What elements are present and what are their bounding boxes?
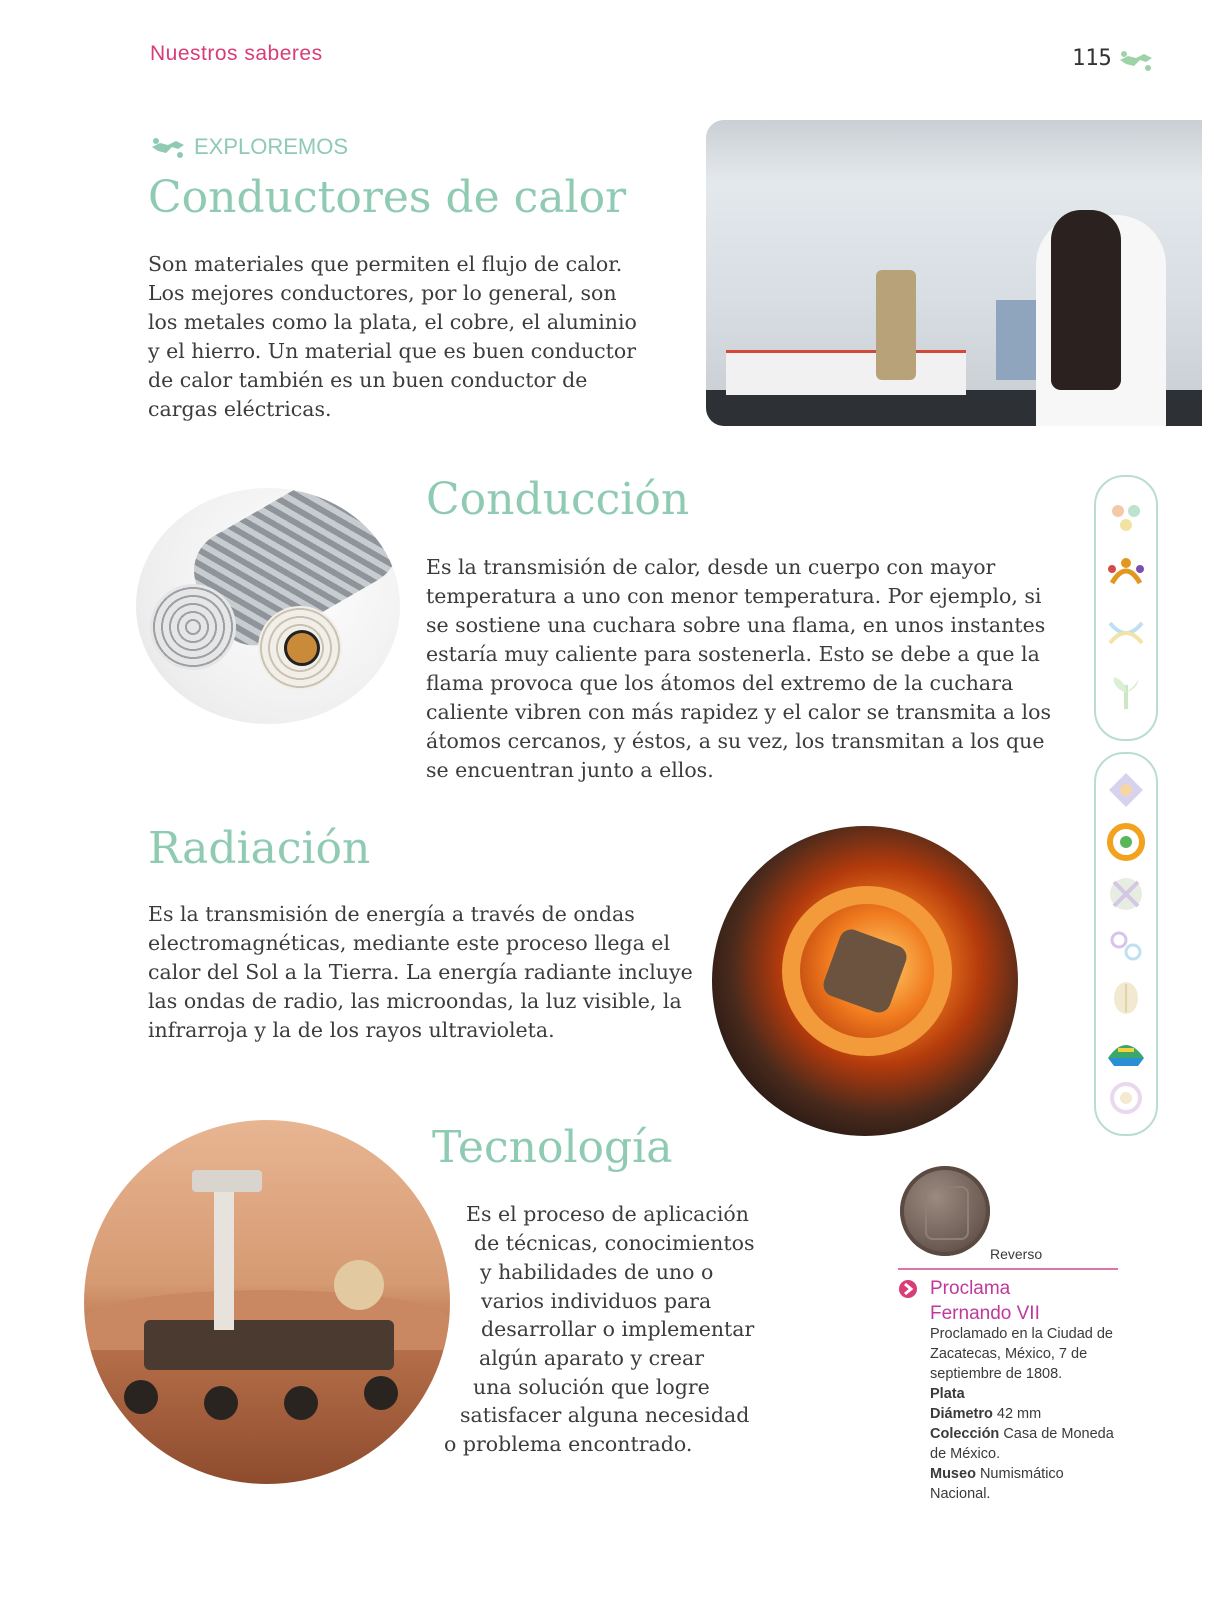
coin-title-line2: Fernando VII <box>930 1303 1040 1324</box>
mars-rover-photo <box>84 1120 450 1484</box>
radiacion-body: Es la transmisión de energía a través de ondas electromagnéticas, mediante este proceso llega el calor del Sol a la Tierra. La energía radiante incluye las ondas de radio, las microondas, la luz visible, la infrarroja y la de los rayos ultravioleta. <box>148 902 693 1042</box>
sidebar-icon-panel-bottom <box>1094 752 1158 1136</box>
lizard-icon <box>150 135 186 159</box>
diamond-icon <box>1104 768 1148 812</box>
coin-divider <box>898 1268 1118 1270</box>
section-title-conduccion: Conducción <box>426 474 690 525</box>
plant-icon <box>1104 669 1148 713</box>
coin-museum-label: Museo <box>930 1466 976 1482</box>
coin-description: Proclamado en la Ciudad de Zacatecas, México, 7 de septiembre de 1808. <box>930 1326 1113 1382</box>
explore-text: EXPLOREMOS <box>194 134 349 159</box>
tecnologia-line: varios individuos para <box>481 1289 712 1313</box>
tecnologia-line: o problema encontrado. <box>444 1432 693 1456</box>
section-header: Nuestros saberes <box>150 42 323 65</box>
coin-diameter-value: 42 mm <box>996 1406 1042 1422</box>
tecnologia-line: algún aparato y crear <box>479 1346 705 1370</box>
laboratory-photo <box>706 120 1202 426</box>
section-title-conductores: Conductores de calor <box>148 172 627 223</box>
coin-diameter-label: Diámetro <box>930 1406 993 1422</box>
coin-details <box>930 1324 1126 1504</box>
coin-museum-value: Numismático Nacional. <box>930 1466 1064 1502</box>
wave-icon <box>1104 611 1148 655</box>
tecnologia-line: y habilidades de uno o <box>480 1260 714 1284</box>
flower-icon <box>1104 497 1148 541</box>
coin-material: Plata <box>930 1386 965 1402</box>
coin-collection-value: Casa de Moneda de México. <box>930 1426 1114 1462</box>
target-icon <box>1104 820 1148 864</box>
circles-icon <box>1104 924 1148 968</box>
coin-side-label: Reverso <box>990 1246 1043 1262</box>
sidebar-icon-panel-top <box>1094 475 1158 741</box>
coin-collection-label: Colección <box>930 1426 1000 1442</box>
section-title-tecnologia: Tecnología <box>432 1122 673 1173</box>
dancer-icon <box>1104 553 1148 597</box>
ring-icon <box>1104 1076 1148 1120</box>
leaf-icon <box>1104 976 1148 1020</box>
tecnologia-line: una solución que logre <box>473 1375 710 1399</box>
cable-cross-section-photo <box>136 488 400 724</box>
explore-label <box>150 134 348 160</box>
star-icon <box>1104 872 1148 916</box>
tecnologia-line: Es el proceso de aplicación <box>466 1202 749 1226</box>
coin-photo <box>900 1166 990 1256</box>
conductores-body: Son materiales que permiten el flujo de calor. Los mejores conductores, por lo general, son los metales como la plata, el cobre, el aluminio y el hierro. Un material que es buen conductor de calor también es un buen conductor de cargas eléctricas. <box>148 252 637 421</box>
conduccion-body: Es la transmisión de calor, desde un cuerpo con mayor temperatura a uno con menor temperatura. Por ejemplo, si se sostiene una cuchara sobre una flama, en unos instantes estaría muy caliente para sostenerla. Esto se debe a que la flama provoca que los átomos del extremo de la cuchara caliente vibren con más rapidez y el calor se transmita a los átomos cercanos, y éstos, a su vez, los transmitan a los que se encuentran junto a ellos. <box>426 555 1051 782</box>
coin-title-line1: Proclama <box>930 1278 1011 1299</box>
heating-coil-photo <box>712 826 1018 1136</box>
tecnologia-line: de técnicas, conocimientos <box>474 1231 755 1255</box>
dome-icon <box>1104 1028 1148 1072</box>
page-number: 115 <box>1072 46 1112 71</box>
section-title-radiacion: Radiación <box>148 823 371 874</box>
tecnologia-line: satisfacer alguna necesidad <box>460 1403 750 1427</box>
chevron-right-icon <box>898 1279 918 1299</box>
lizard-icon <box>1116 46 1156 74</box>
tecnologia-line: desarrollar o implementar <box>481 1317 755 1341</box>
coin-title <box>930 1276 1040 1326</box>
